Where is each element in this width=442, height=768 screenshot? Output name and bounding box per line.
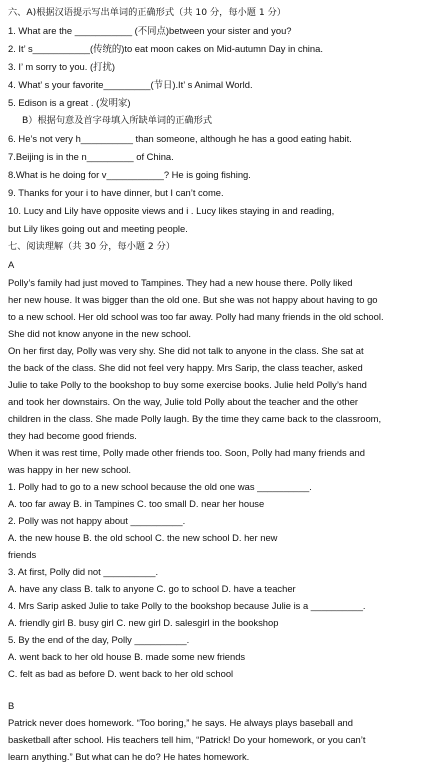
passage-a-line: On her first day, Polly was very shy. She did not talk to anyone in the class. She sat at: [8, 345, 364, 356]
passage-a-line: and took her downstairs. On the way, Julie told Polly about the teacher and the other: [8, 396, 359, 407]
reading-options-5-cont: C. felt as bad as before D. went back to her old school: [8, 668, 234, 679]
passage-a-line: to a new school. Her old school was too far away. Polly had many friends in the old school.: [8, 311, 384, 322]
question-4: 4. What’ s your favorite_________(节日).It’ s Animal World.: [8, 79, 253, 90]
question-2: 2. It’ s___________(传统的)to eat moon cakes on Mid-autumn Day in china.: [8, 43, 323, 54]
section-7-heading: 七、阅读理解（共 30 分，每小题 2 分）: [8, 241, 176, 252]
reading-question-5: 5. By the end of the day, Polly __________.: [8, 634, 190, 645]
reading-options-5: A. went back to her old house B. made some new friends: [8, 651, 246, 662]
passage-b-line: Patrick never does homework. “Too boring,” he says. He always plays baseball and: [8, 717, 353, 728]
question-5: 5. Edison is a great . (发明家): [8, 97, 131, 108]
reading-question-2: 2. Polly was not happy about __________.: [8, 515, 186, 526]
question-7: 7.Beijing is in the n_________ of China.: [8, 151, 174, 162]
reading-question-3: 3. At first, Polly did not __________.: [8, 566, 159, 577]
passage-a-line: She did not know anyone in the new school.: [8, 328, 191, 339]
passage-a-line: they had become good friends.: [8, 430, 137, 441]
passage-a-line: her new house. It was bigger than the old one. But she was not happy about having to go: [8, 294, 378, 305]
reading-question-4: 4. Mrs Sarip asked Julie to take Polly to the bookshop because Julie is a __________.: [8, 600, 366, 611]
section-6b-heading: B）根据句意及首字母填入所缺单词的正确形式: [22, 115, 213, 126]
question-10-cont: but Lily likes going out and meeting people.: [8, 223, 188, 234]
passage-a-line: When it was rest time, Polly made other friends too. Soon, Polly had many friends and: [8, 447, 365, 458]
question-10: 10. Lucy and Lily have opposite views and i . Lucy likes staying in and reading,: [8, 205, 335, 216]
passage-a-line: Julie to take Polly to the bookshop to buy some exercise books. Julie held Polly’s hand: [8, 379, 367, 390]
passage-a-label: A: [8, 259, 15, 270]
passage-a-line: Polly’s family had just moved to Tampines. They had a new house there. Polly liked: [8, 277, 353, 288]
passage-a-line: children in the class. She made Polly laugh. By the time they came back to the classroom,: [8, 413, 382, 424]
question-9: 9. Thanks for your i to have dinner, but I can’t come.: [8, 187, 224, 198]
passage-b-label: B: [8, 700, 15, 711]
reading-question-1: 1. Polly had to go to a new school because the old one was __________.: [8, 481, 312, 492]
section-6-heading: 六、A)根据汉语提示写出单词的正确形式（共 10 分，每小题 1 分）: [8, 7, 286, 18]
question-8: 8.What is he doing for v___________? He is going fishing.: [8, 169, 251, 180]
reading-options-1: A. too far away B. in Tampines C. too small D. near her house: [8, 498, 265, 509]
passage-b-line: basketball after school. His teachers tell him, “Patrick! Do your homework, or you can’t: [8, 734, 366, 745]
question-1: 1. What are the ___________ (不同点)between your sister and you?: [8, 25, 292, 36]
question-6: 6. He’s not very h__________ than someone, although he has a good eating habit.: [8, 133, 352, 144]
reading-options-2-cont: friends: [8, 549, 37, 560]
reading-options-2: A. the new house B. the old school C. the new school D. her new: [8, 532, 278, 543]
passage-a-line: the back of the class. She did not feel very happy. Mrs Sarip, the class teacher, asked: [8, 362, 363, 373]
passage-a-line: was happy in her new school.: [8, 464, 131, 475]
question-3: 3. I’ m sorry to you. (打扰): [8, 61, 115, 72]
passage-b-line: learn anything.” But what can he do? He hates homework.: [8, 751, 250, 762]
reading-options-3: A. have any class B. talk to anyone C. go to school D. have a teacher: [8, 583, 296, 594]
reading-options-4: A. friendly girl B. busy girl C. new girl D. salesgirl in the bookshop: [8, 617, 279, 628]
